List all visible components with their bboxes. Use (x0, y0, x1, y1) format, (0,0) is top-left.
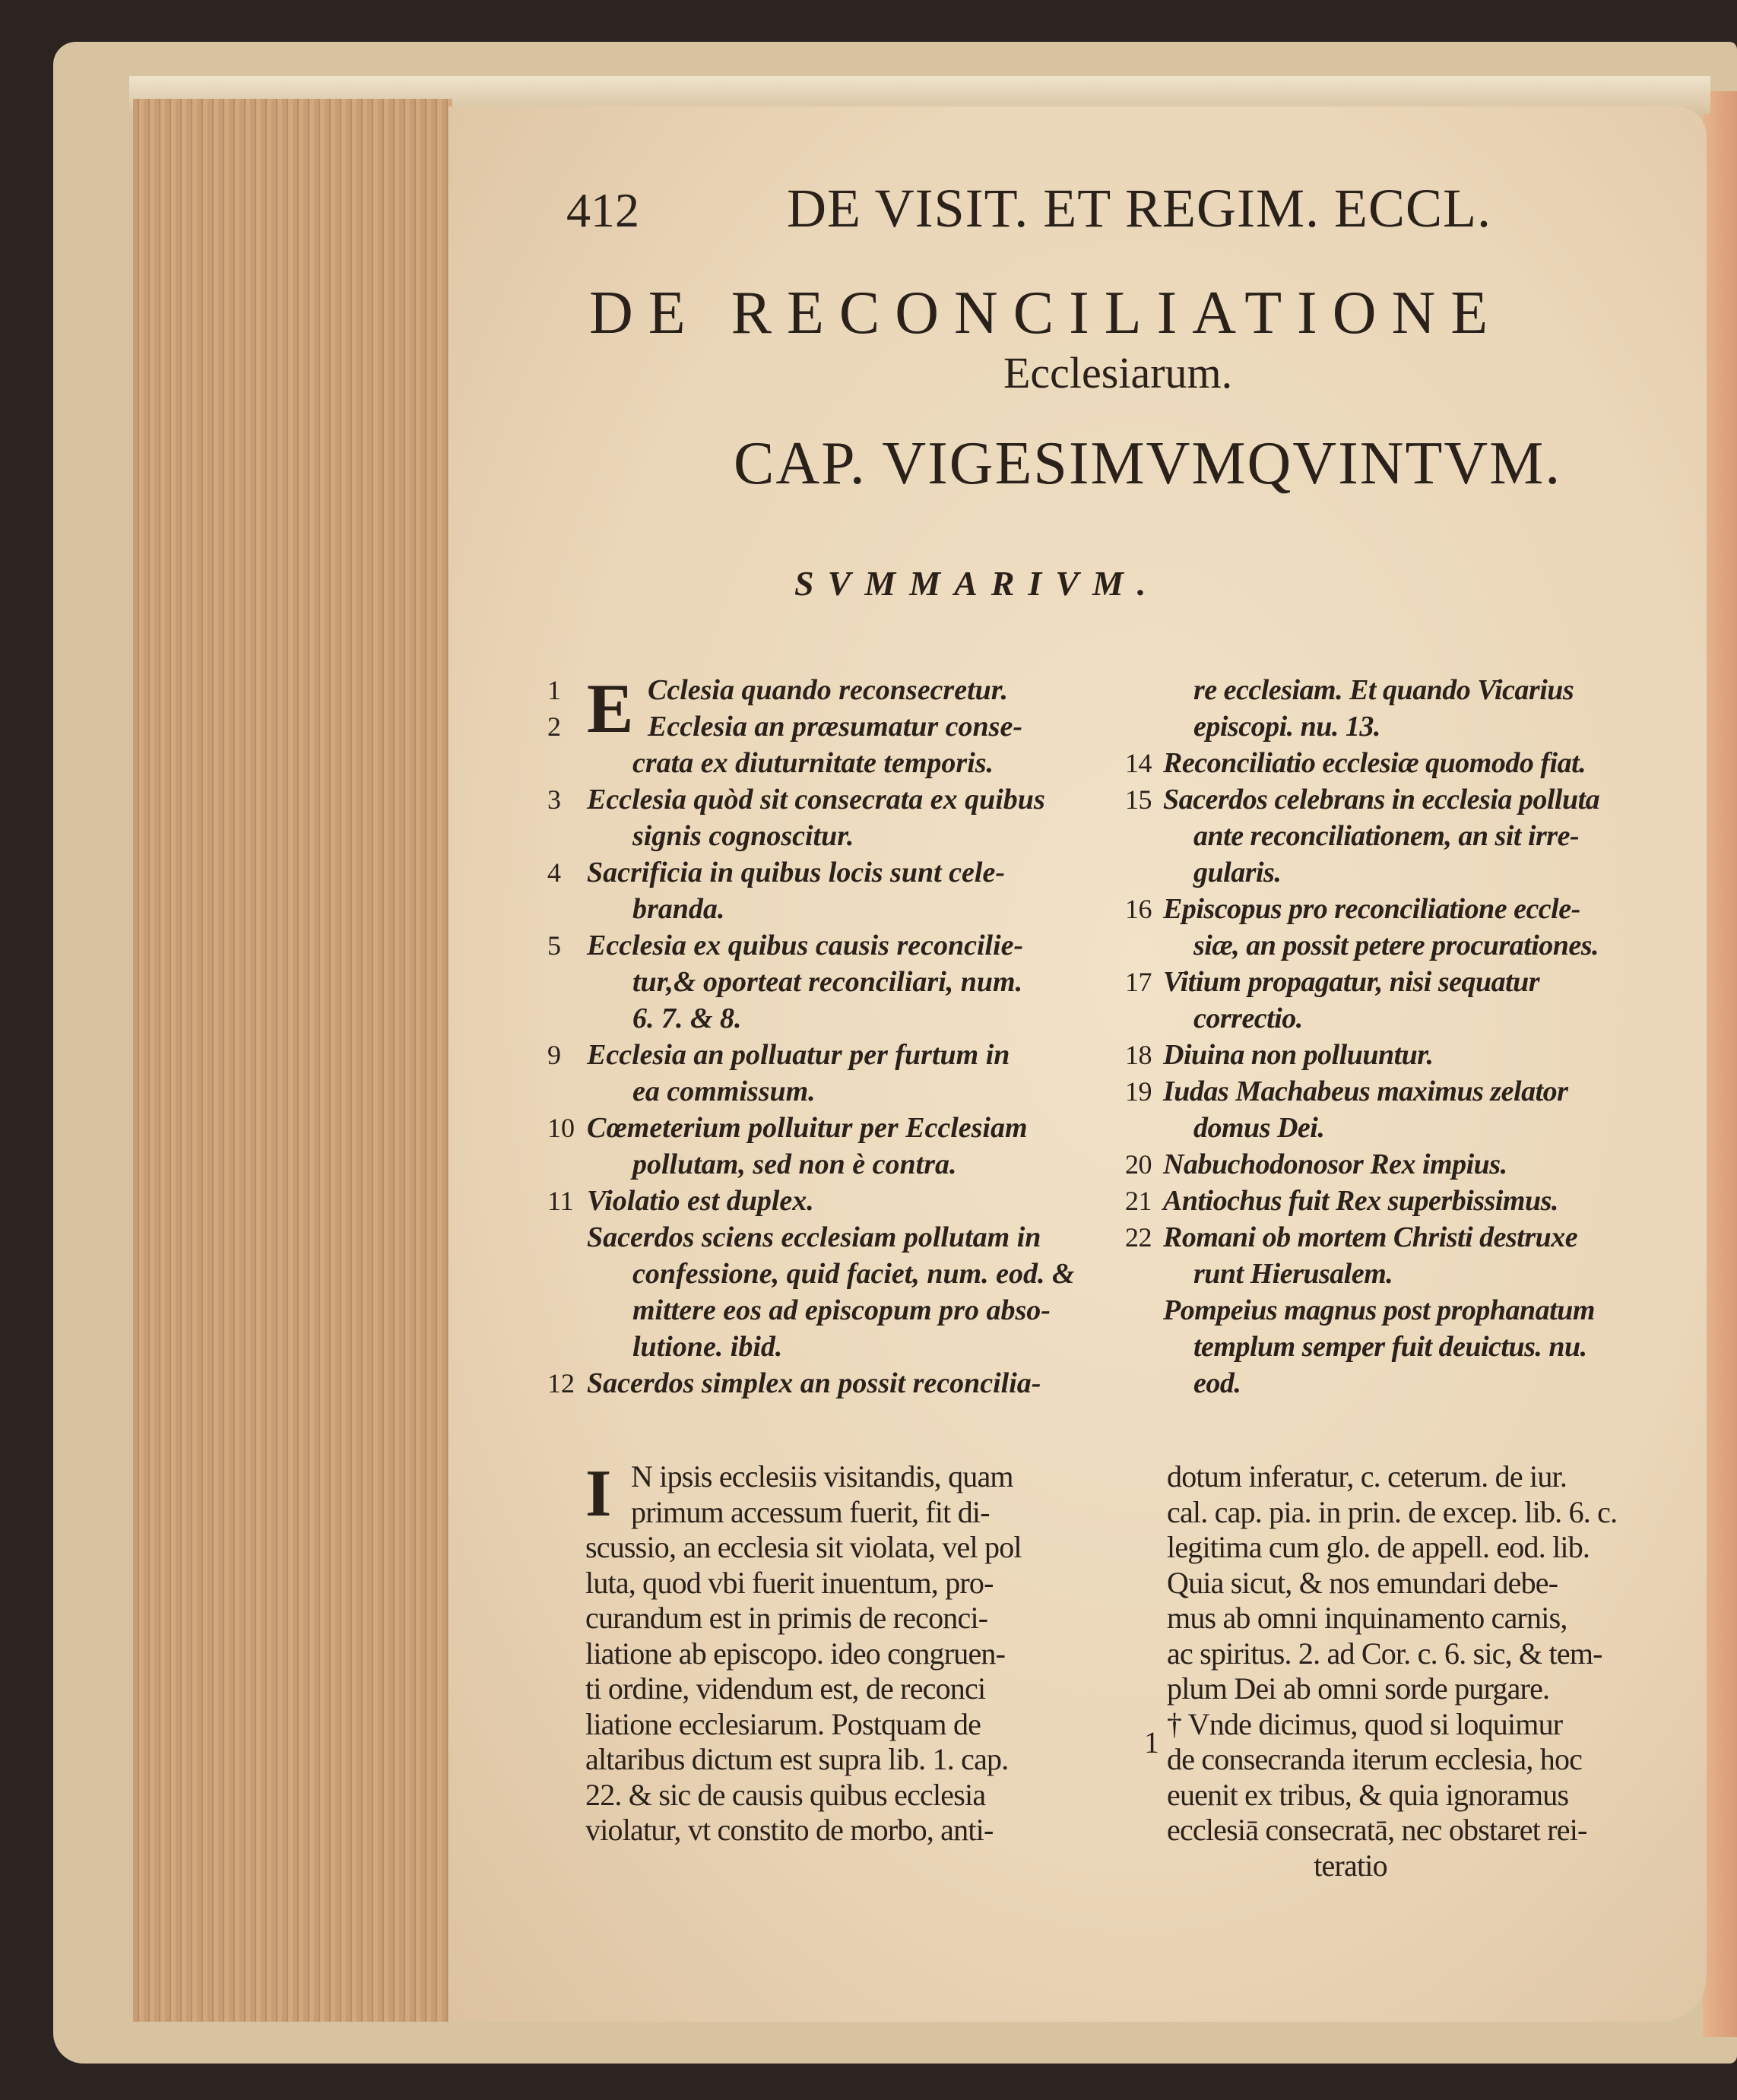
section-title: DE RECONCILIATIONE (589, 280, 1504, 347)
summary-item-text: templum semper fuit deuictus. nu. (1193, 1331, 1587, 1363)
summary-item-text: runt Hierusalem. (1193, 1258, 1393, 1290)
summary-line (547, 1000, 1117, 1037)
body-text-line: cal. cap. pia. in prin. de excep. lib. 6. c. (1167, 1494, 1618, 1529)
summary-line (1125, 1329, 1695, 1365)
summary-line (547, 818, 1117, 854)
summary-item-number: 14 (1125, 748, 1152, 778)
summary-item-number (547, 1000, 587, 1037)
summary-line (1125, 964, 1695, 1000)
summary-line (547, 708, 1117, 745)
body-text-line: ecclesiā consecratā, nec obstaret rei- (1167, 1813, 1587, 1847)
summary-item-text: Episcopus pro reconciliatione eccle- (1163, 893, 1580, 925)
body-text-line: scussio, an ecclesia sit violata, vel pol (585, 1530, 1022, 1564)
body-text-line: ac spiritus. 2. ad Cor. c. 6. sic, & tem- (1167, 1636, 1602, 1671)
summary-item-number (1125, 1110, 1163, 1146)
body-text-line: N ipsis ecclesiis visitandis, quam (631, 1459, 1013, 1493)
summary-item-number (547, 1219, 587, 1256)
body-text-line: de consecranda iterum ecclesia, hoc (1167, 1742, 1583, 1776)
summary-item-number (547, 745, 587, 781)
body-text-line: luta, quod vbi fuerit inuentum, pro- (585, 1565, 994, 1600)
summary-item-text: lutione. ibid. (632, 1331, 783, 1363)
summary-line (547, 781, 1117, 818)
summary-item-text: Ecclesia an polluatur per furtum in (587, 1039, 1010, 1071)
summary-item-text: 6. 7. & 8. (632, 1002, 742, 1034)
summary-line (547, 1329, 1117, 1365)
summary-line (547, 1256, 1117, 1292)
body-left-column (585, 1459, 1140, 1848)
summary-item-number (547, 964, 587, 1000)
margin-note-number: 1 (1144, 1725, 1159, 1760)
drop-cap-e: E (587, 670, 634, 747)
summary-item-text: re ecclesiam. Et quando Vicarius (1193, 674, 1574, 706)
summary-line (547, 1183, 1117, 1219)
summary-line (1125, 672, 1695, 708)
summary-item-text: branda. (632, 893, 725, 925)
summary-line (547, 891, 1117, 927)
summary-item-text: Cclesia quando reconsecretur. (648, 674, 1008, 706)
body-text-line: dotum inferatur, c. ceterum. de iur. (1167, 1459, 1567, 1493)
summary-item-number (547, 1146, 587, 1183)
summary-item-number: 17 (1125, 967, 1152, 997)
body-text-line: primum accessum fuerit, fit di- (631, 1494, 990, 1529)
summary-line (1125, 1146, 1695, 1183)
body-text-line: plum Dei ab omni sorde purgare. (1167, 1671, 1550, 1706)
summary-item-number (547, 891, 587, 927)
summary-item-number: 12 (547, 1368, 575, 1398)
summary-left-column (547, 672, 1117, 1402)
summary-item-text: Romani ob mortem Christi destruxe (1163, 1221, 1578, 1253)
summary-item-text: Nabuchodonosor Rex impius. (1163, 1148, 1507, 1180)
summary-line (547, 1110, 1117, 1146)
summary-item-text: siæ, an possit petere procurationes. (1193, 930, 1599, 961)
summary-item-text: Sacrificia in quibus locis sunt cele- (587, 857, 1005, 888)
summary-line (547, 1073, 1117, 1110)
summary-item-text: Diuina non polluuntur. (1163, 1039, 1434, 1071)
summary-item-text: Ecclesia an præsumatur conse- (648, 711, 1022, 743)
summary-item-text: Sacerdos celebrans in ecclesia polluta (1163, 784, 1600, 816)
page-number: 412 (566, 183, 639, 237)
summary-item-number: 21 (1125, 1186, 1152, 1216)
summary-item-number (1125, 854, 1163, 891)
summary-item-number (547, 1329, 587, 1365)
summary-item-text: eod. (1193, 1367, 1241, 1399)
summary-item-number: 9 (547, 1040, 561, 1070)
summary-line (1125, 781, 1695, 818)
summary-item-text: Sacerdos sciens ecclesiam pollutam in (587, 1221, 1041, 1253)
summary-line (547, 1219, 1117, 1256)
summary-item-text: correctio. (1193, 1002, 1303, 1034)
summary-item-number: 18 (1125, 1040, 1152, 1070)
summary-item-number: 16 (1125, 894, 1152, 924)
summary-item-number: 3 (547, 784, 561, 815)
summary-line (1125, 1000, 1695, 1037)
summary-item-number (1125, 672, 1163, 708)
summary-item-text: Ecclesia quòd sit consecrata ex quibus (587, 784, 1045, 816)
body-text-line: 22. & sic de causis quibus ecclesia (585, 1777, 986, 1812)
summary-line (1125, 1110, 1695, 1146)
summary-item-text: ea commissum. (632, 1075, 816, 1107)
summary-item-number (1125, 1365, 1163, 1402)
summary-item-text: domus Dei. (1193, 1112, 1325, 1144)
summary-item-number: 10 (547, 1113, 575, 1143)
body-text-line: legitima cum glo. de appell. eod. lib. (1167, 1530, 1590, 1564)
summary-item-number (1125, 1329, 1163, 1365)
page-block-edge (133, 99, 452, 2022)
summary-item-number (1125, 1000, 1163, 1037)
summary-item-number: 2 (547, 711, 561, 742)
summary-line (1125, 1256, 1695, 1292)
summary-item-number (1125, 927, 1163, 964)
summary-item-text: Iudas Machabeus maximus zelator (1163, 1075, 1568, 1107)
summary-item-number: 11 (547, 1186, 574, 1216)
summary-item-text: mittere eos ad episcopum pro abso- (632, 1294, 1051, 1326)
chapter-heading: CAP. VIGESIMVMQVINTVM. (734, 430, 1562, 497)
summary-item-text: gularis. (1193, 857, 1282, 888)
running-title: DE VISIT. ET REGIM. ECCL. (787, 178, 1491, 239)
summary-item-number (1125, 1292, 1163, 1329)
body-text-line: euenit ex tribus, & quia ignoramus (1167, 1777, 1569, 1812)
summary-item-text: Vitium propagatur, nisi sequatur (1163, 966, 1540, 998)
summary-line (1125, 745, 1695, 781)
summary-line (1125, 818, 1695, 854)
summary-item-text: confessione, quid faciet, num. eod. & (632, 1258, 1075, 1290)
summary-line (547, 1292, 1117, 1329)
summary-item-text: Pompeius magnus post prophanatum (1163, 1294, 1595, 1326)
summary-line (1125, 1073, 1695, 1110)
summary-item-number (547, 818, 587, 854)
summary-item-number (1125, 708, 1163, 745)
summary-item-text: Cœmeterium polluitur per Ecclesiam (587, 1112, 1028, 1144)
summary-line (547, 672, 1117, 708)
summary-item-number: 15 (1125, 784, 1152, 815)
summary-item-text: Sacerdos simplex an possit reconcilia- (587, 1367, 1041, 1399)
summary-item-number (547, 1292, 587, 1329)
body-text-line: curandum est in primis de reconci- (585, 1601, 988, 1635)
summary-item-number: 20 (1125, 1149, 1152, 1180)
body-text-line: altaribus dictum est supra lib. 1. cap. (585, 1742, 1009, 1776)
body-text-line: liatione ecclesiarum. Postquam de (585, 1706, 981, 1741)
summary-line (547, 1146, 1117, 1183)
summary-line (1125, 927, 1695, 964)
summary-item-text: ante reconciliationem, an sit irre- (1193, 820, 1580, 852)
summary-line (1125, 854, 1695, 891)
summary-item-number: 1 (547, 675, 561, 705)
summary-item-number (1125, 818, 1163, 854)
summary-heading: SVMMARIVM. (794, 564, 1160, 603)
summary-line (1125, 1292, 1695, 1329)
summary-line (547, 745, 1117, 781)
summary-item-text: episcopi. nu. 13. (1193, 711, 1380, 743)
body-text-line: teratio (1167, 1848, 1387, 1883)
body-text-line: Quia sicut, & nos emundari debe- (1167, 1565, 1558, 1600)
summary-item-number (547, 1256, 587, 1292)
book-cover-edge (1703, 91, 1737, 2037)
summary-item-text: crata ex diuturnitate temporis. (632, 747, 994, 779)
summary-item-number: 22 (1125, 1222, 1152, 1253)
summary-item-number: 5 (547, 930, 561, 961)
summary-item-text: Reconciliatio ecclesiæ quomodo fiat. (1163, 747, 1586, 779)
summary-line (547, 927, 1117, 964)
summary-line (1125, 891, 1695, 927)
summary-line (1125, 708, 1695, 745)
body-text-line: violatur, vt constito de morbo, anti- (585, 1813, 994, 1847)
body-text-line: mus ab omni inquinamento carnis, (1167, 1601, 1567, 1635)
drop-cap-i: I (585, 1457, 612, 1531)
summary-item-number: 19 (1125, 1076, 1152, 1107)
body-right-column (1167, 1459, 1703, 1883)
summary-item-text: Violatio est duplex. (587, 1185, 814, 1217)
summary-line (1125, 1365, 1695, 1402)
summary-line (547, 1365, 1117, 1402)
body-text-line: liatione ab episcopo. ideo congruen- (585, 1636, 1006, 1671)
body-text-line: † Vnde dicimus, quod si loquimur (1167, 1706, 1563, 1741)
summary-item-text: tur,& oporteat reconciliari, num. (632, 966, 1023, 998)
summary-item-number (1125, 1256, 1163, 1292)
summary-item-text: Ecclesia ex quibus causis reconcilie- (587, 930, 1024, 961)
summary-item-number (547, 1073, 587, 1110)
summary-right-column (1125, 672, 1695, 1402)
summary-line (547, 964, 1117, 1000)
summary-line (1125, 1183, 1695, 1219)
body-text-line: ti ordine, videndum est, de reconci (585, 1671, 986, 1706)
section-subtitle: Ecclesiarum. (1003, 348, 1233, 398)
summary-item-text: signis cognoscitur. (632, 820, 854, 852)
summary-line (547, 854, 1117, 891)
summary-item-text: pollutam, sed non è contra. (632, 1148, 957, 1180)
summary-line (547, 1037, 1117, 1073)
summary-line (1125, 1037, 1695, 1073)
summary-line (1125, 1219, 1695, 1256)
summary-item-number: 4 (547, 857, 561, 888)
summary-item-text: Antiochus fuit Rex superbissimus. (1163, 1185, 1558, 1217)
